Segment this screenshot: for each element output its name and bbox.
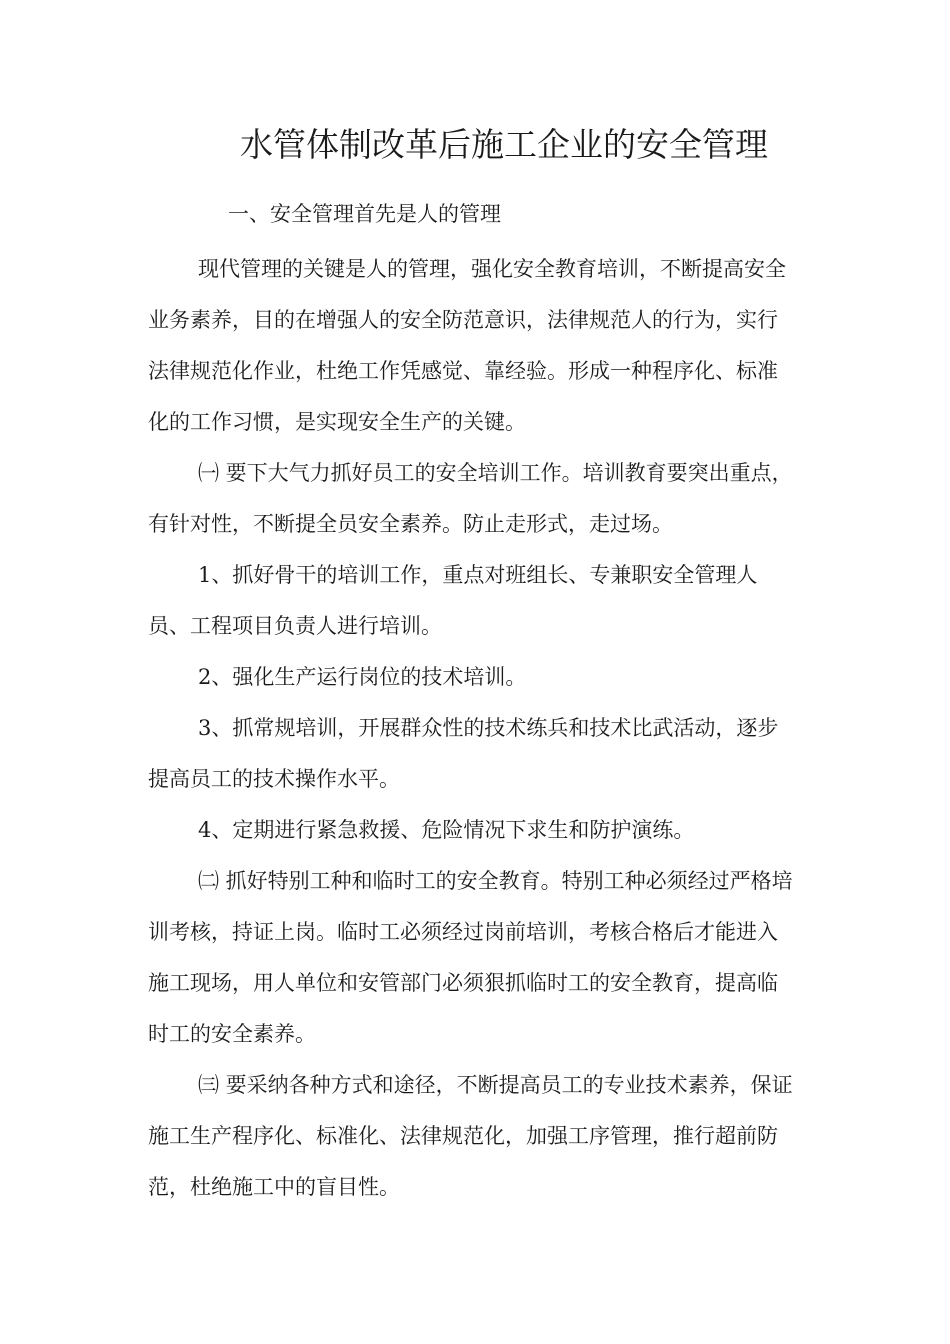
- paragraph-subitem-2: 2、强化生产运行岗位的技术培训。: [198, 665, 527, 689]
- document-body: [148, 244, 798, 1213]
- paragraph-item-2: ㈡ 抓好特别工种和临时工的安全教育。特别工种必须经过严格培训考核，持证上岗。临时工必须经过岗前培训，考核合格后才能进入施工现场，用人单位和安管部门必须狠抓临时工的安全教育，提高临时工的安全素养。: [148, 869, 793, 1046]
- paragraph-intro: 现代管理的关键是人的管理，强化安全教育培训，不断提高安全业务素养，目的在增强人的安全防范意识，法律规范人的行为，实行法律规范化作业，杜绝工作凭感觉、靠经验。形成一种程序化、标准化的工作习惯，是实现安全生产的关键。: [148, 257, 786, 434]
- paragraph-subitem-3: 3、抓常规培训，开展群众性的技术练兵和技术比武活动，逐步提高员工的技术操作水平。: [148, 716, 779, 791]
- paragraph-subitem-4: 4、定期进行紧急救援、危险情况下求生和防护演练。: [198, 818, 695, 842]
- section-heading: 一、安全管理首先是人的管理: [228, 202, 501, 226]
- paragraph-item-3: ㈢ 要采纳各种方式和途径，不断提高员工的专业技术素养，保证施工生产程序化、标准化、法律规范化，加强工序管理，推行超前防范，杜绝施工中的盲目性。: [148, 1073, 793, 1199]
- paragraph-subitem-1: 1、抓好骨干的培训工作，重点对班组长、专兼职安全管理人员、工程项目负责人进行培训。: [148, 563, 758, 638]
- document-title: 水管体制改革后施工企业的安全管理: [240, 125, 768, 164]
- paragraph-item-1: ㈠ 要下大气力抓好员工的安全培训工作。培训教育要突出重点，有针对性，不断提全员安全素养。防止走形式，走过场。: [148, 461, 793, 536]
